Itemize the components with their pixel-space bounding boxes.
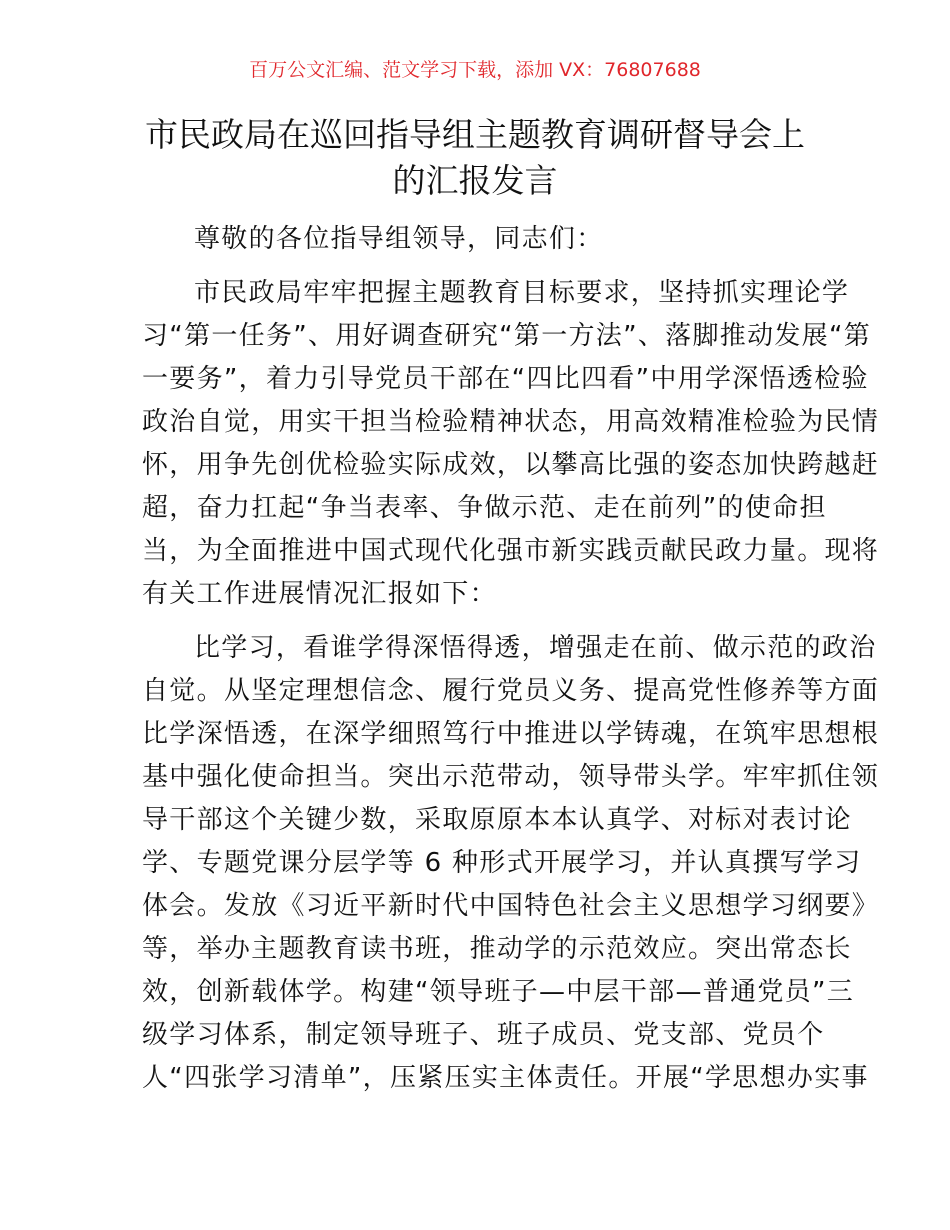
paragraph-line: 体会。发放《习近平新时代中国特色社会主义思想学习纲要》	[142, 891, 880, 921]
paragraph-line: 基中强化使命担当。突出示范带动，领导带头学。牢牢抓住领	[142, 762, 880, 792]
watermark-banner: 百万公文汇编、范文学习下载，添加 VX：76807688	[249, 59, 701, 81]
title-line: 市民政局在巡回指导组主题教育调研督导会上	[145, 115, 805, 154]
paragraph-line: 比学深悟透，在深学细照笃行中推进以学铸魂，在筑牢思想根	[142, 719, 880, 749]
paragraph-line: 怀，用争先创优检验实际成效，以攀高比强的姿态加快跨越赶	[142, 450, 880, 480]
paragraph-line: 有关工作进展情况汇报如下：	[142, 579, 497, 609]
paragraph-line: 超，奋力扛起“争当表率、争做示范、走在前列”的使命担	[142, 493, 827, 523]
greeting-line: 尊敬的各位指导组领导，同志们：	[194, 224, 604, 254]
greeting	[142, 218, 822, 261]
paragraph-line: 级学习体系，制定领导班子、班子成员、党支部、党员个	[142, 1020, 825, 1050]
paragraph-line: 导干部这个关键少数，采取原原本本认真学、对标对表讨论	[142, 805, 852, 835]
paragraph-line: 政治自觉，用实干担当检验精神状态，用高效精准检验为民情	[142, 407, 880, 437]
paragraph	[142, 627, 880, 1100]
paragraph-line: 等，举办主题教育读书班，推动学的示范效应。突出常态长	[142, 934, 852, 964]
paragraphs	[142, 272, 880, 1100]
paragraph-line: 学、专题党课分层学等 6 种形式开展学习，并认真撰写学习	[142, 848, 862, 878]
title-line: 的汇报发言	[392, 161, 558, 200]
paragraph-line: 一要务”，着力引导党员干部在“四比四看”中用学深悟透检验	[142, 364, 869, 394]
paragraph-line: 自觉。从坚定理想信念、履行党员义务、提高党性修养等方面	[142, 676, 880, 706]
paragraph-line: 市民政局牢牢把握主题教育目标要求，坚持抓实理论学	[194, 278, 850, 308]
paragraph-line: 当，为全面推进中国式现代化强市新实践贡献民政力量。现将	[142, 536, 880, 566]
paragraph-line: 人“四张学习清单”，压紧压实主体责任。开展“学思想办实事	[142, 1063, 869, 1093]
paragraph-line: 习“第一任务”、用好调查研究“第一方法”、落脚推动发展“第	[142, 321, 872, 351]
paragraph-line: 比学习，看谁学得深悟得透，增强走在前、做示范的政治	[194, 633, 877, 663]
document-body	[142, 218, 880, 1111]
document-title	[0, 112, 950, 204]
paragraph-line: 效，创新载体学。构建“领导班子—中层干部—普通党员”三	[142, 977, 855, 1007]
paragraph	[142, 272, 880, 616]
